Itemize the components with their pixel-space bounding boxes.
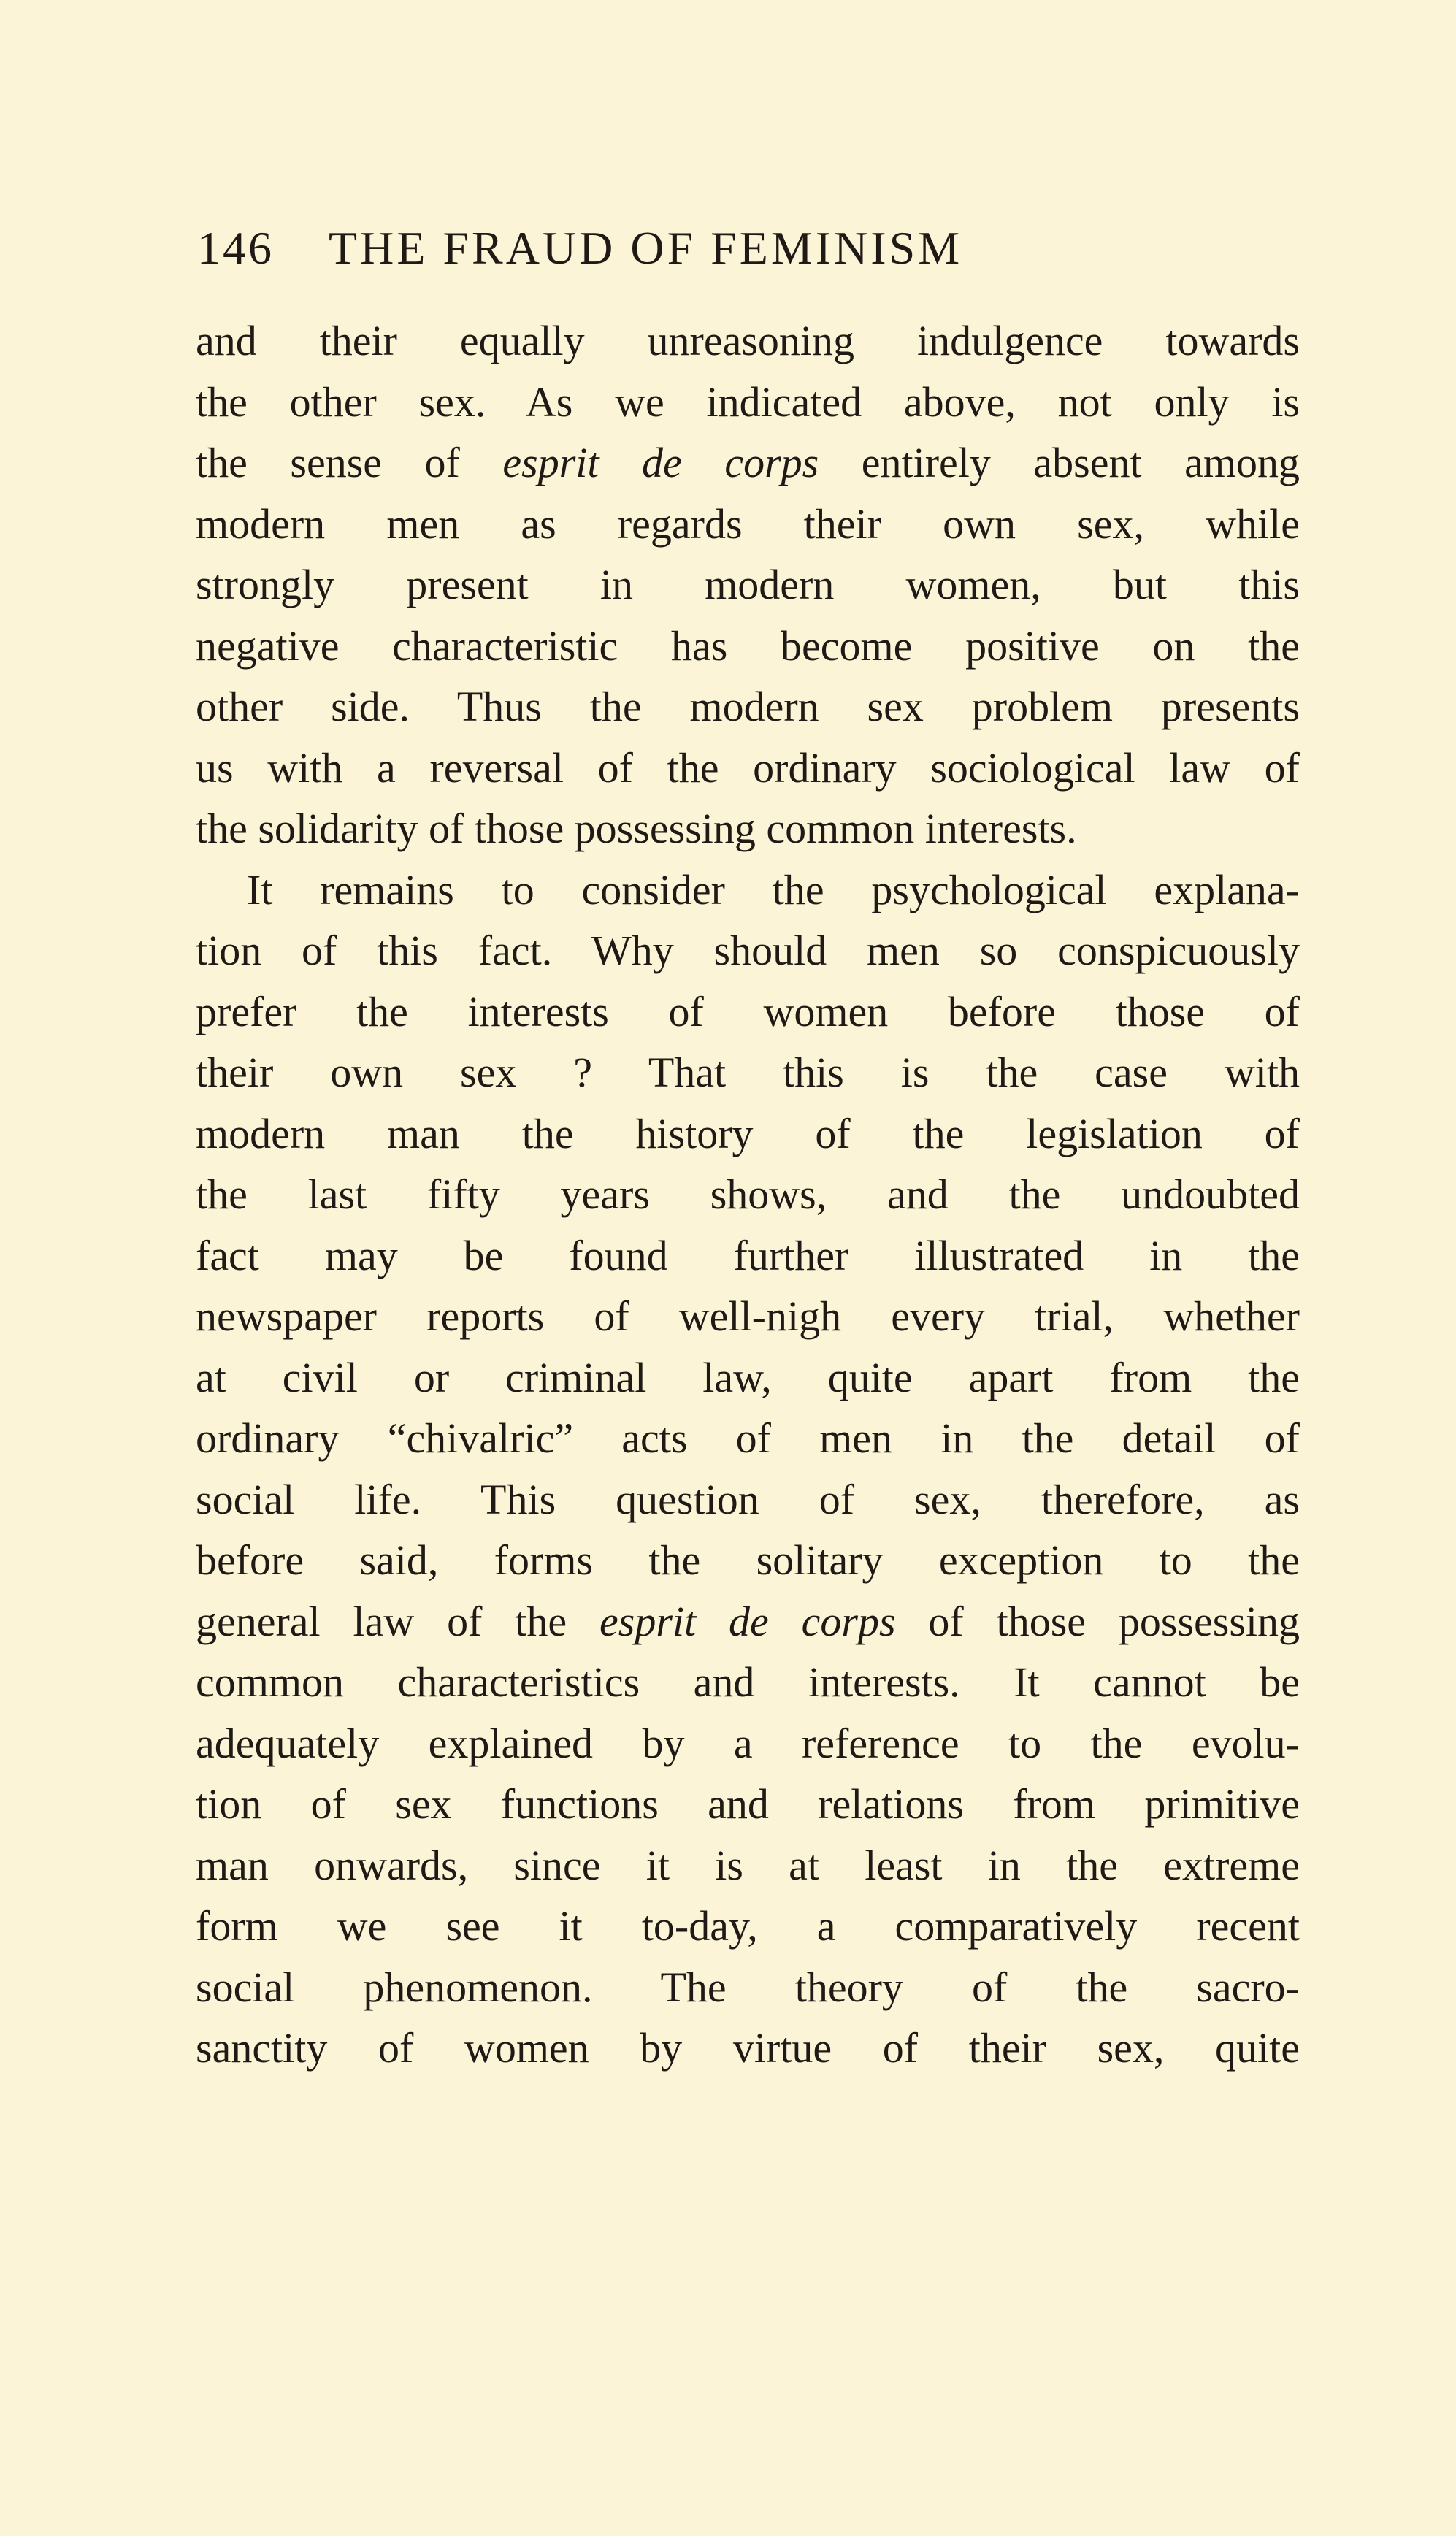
running-title: THE FRAUD OF FEMINISM [329,222,963,274]
text-line: before said, forms the solitary exception to the [196,1536,1300,1584]
text-line: modern man the history of the legislation of [196,1109,1300,1157]
page-header [197,215,1249,281]
text-line: tion of sex functions and relations from primitive [196,1780,1300,1828]
text-line: the last fifty years shows, and the undoubted [196,1171,1300,1218]
text-line: general law of the esprit de corps of those possessing [196,1597,1300,1645]
text-line: other side. Thus the modern sex problem presents [196,683,1300,730]
italic-phrase: esprit de corps [502,439,819,486]
text-line: ordinary “chivalric” acts of men in the detail of [196,1414,1300,1462]
text-line: at civil or criminal law, quite apart from the [196,1353,1300,1401]
text-line: form we see it to-day, a comparatively recent [196,1902,1300,1950]
page-body-text [196,310,1300,2079]
text-line: their own sex ? That this is the case with [196,1049,1300,1096]
text-line: strongly present in modern women, but this [196,561,1300,608]
text-line: tion of this fact. Why should men so conspicuously [196,927,1300,974]
text-line: us with a reversal of the ordinary sociological law of [196,743,1300,792]
text-line: the solidarity of those possessing common interests. [196,805,1077,852]
text-line: It remains to consider the psychological explana- [247,865,1300,913]
text-line: fact may be found further illustrated in the [196,1231,1300,1279]
text-line: the other sex. As we indicated above, not only is [196,378,1300,426]
text-line: and their equally unreasoning indulgence towards [196,317,1300,364]
text-line: modern men as regards their own sex, while [196,499,1300,548]
text-line: social life. This question of sex, therefore, as [196,1475,1300,1523]
text-line: newspaper reports of well-nigh every trial, whether [196,1292,1300,1340]
text-line: the sense of esprit de corps entirely absent among [196,439,1300,486]
text-line: prefer the interests of women before those of [196,987,1300,1035]
text-line: social phenomenon. The theory of the sacro- [196,1963,1300,2011]
text-line: man onwards, since it is at least in the extreme [196,1841,1300,1889]
text-line: adequately explained by a reference to the evolu- [196,1719,1300,1767]
page-number: 146 [197,222,274,274]
text-line: sanctity of women by virtue of their sex, quite [196,2024,1300,2072]
italic-phrase: esprit de corps [599,1597,896,1645]
text-line: negative characteristic has become positive on the [196,621,1300,670]
text-line: common characteristics and interests. It cannot be [196,1658,1300,1706]
